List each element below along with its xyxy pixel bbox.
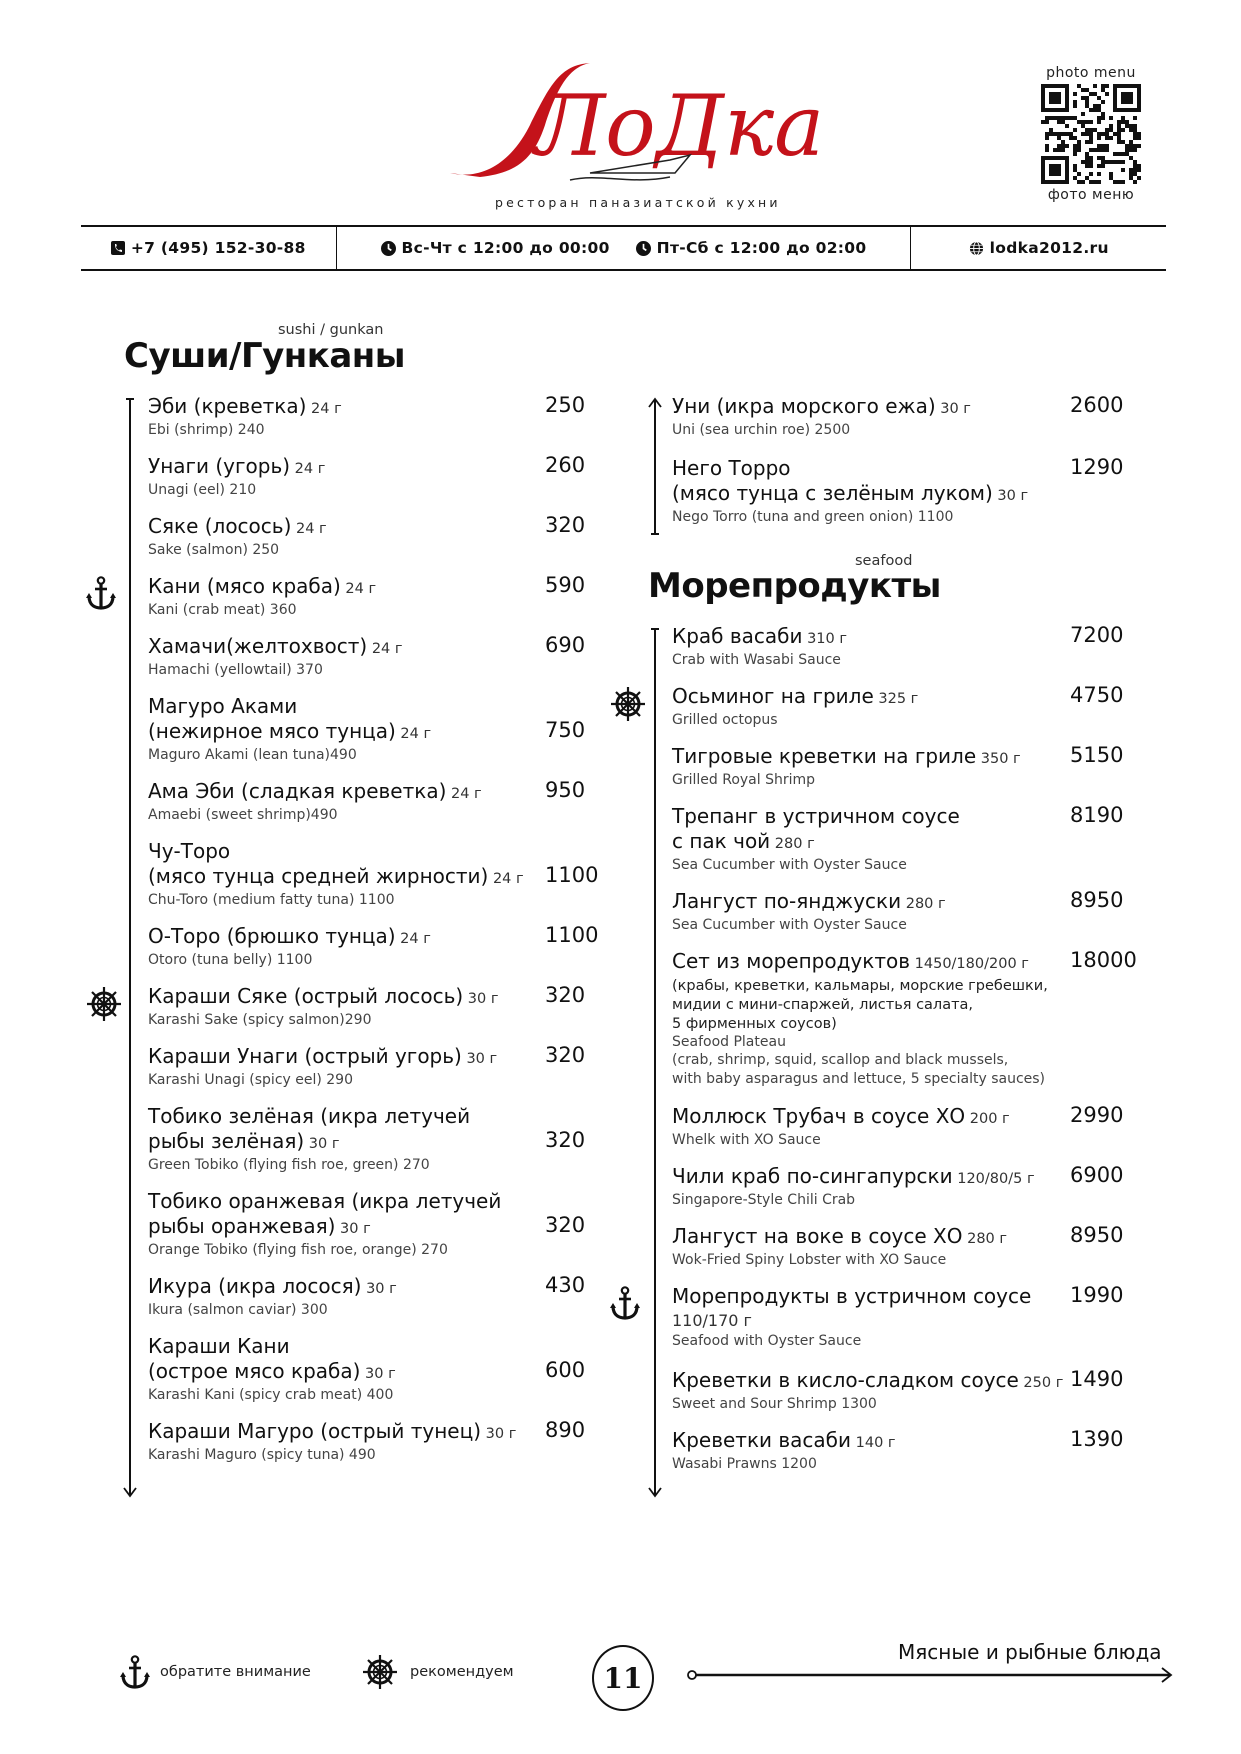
item-name: Лангуст по-янджуски 280 г — [672, 889, 946, 913]
item-name-en: Sake (salmon) 250 — [148, 542, 280, 558]
item-weight: 24 г — [340, 581, 377, 597]
item-price: 7200 — [1070, 623, 1124, 647]
item-price: 1290 — [1070, 455, 1124, 479]
menu-item[interactable] — [672, 1224, 1007, 1269]
item-price: 1490 — [1070, 1367, 1124, 1391]
item-name-en: Chu-Toro (medium fatty tuna) 1100 — [148, 892, 395, 908]
item-price: 2600 — [1070, 393, 1124, 417]
menu-item[interactable] — [148, 779, 482, 824]
item-name: Кани (мясо краба) 24 г — [148, 574, 377, 598]
menu-item[interactable] — [672, 949, 1048, 1089]
item-weight: 140 г — [851, 1435, 896, 1451]
item-name: Морепродукты в устричном соусе — [672, 1284, 1032, 1308]
clock-icon — [636, 241, 651, 256]
menu-item[interactable] — [672, 744, 1021, 789]
item-weight: 30 г — [481, 1426, 517, 1442]
item-name-en: Ebi (shrimp) 240 — [148, 422, 265, 438]
item-weight: 120/80/5 г — [952, 1171, 1035, 1187]
legend-helm-label: рекомендуем — [410, 1664, 514, 1680]
item-weight: 310 г — [802, 631, 847, 647]
menu-item[interactable] — [148, 1189, 501, 1259]
helm-icon — [362, 1653, 398, 1691]
item-weight: 1450/180/200 г — [910, 956, 1029, 972]
item-price: 690 — [545, 633, 586, 657]
item-name: Икура (икра лосося) 30 г — [148, 1274, 397, 1298]
menu-item[interactable] — [672, 456, 1028, 526]
hours-weekend: Пт-Сб с 12:00 до 02:00 — [656, 239, 867, 257]
item-weight: 24 г — [395, 931, 431, 947]
item-weight: 24 г — [291, 521, 327, 537]
item-name-en: Kani (crab meat) 360 — [148, 602, 297, 618]
logo-text: ЛоДка — [535, 77, 825, 175]
qr-code-icon[interactable] — [1041, 84, 1141, 184]
item-name-en: Unagi (eel) 210 — [148, 482, 257, 498]
item-name: Караши Кани — [148, 1334, 290, 1358]
item-weight: 30 г — [935, 401, 971, 417]
item-name: Караши Сяке (острый лосось) 30 г — [148, 984, 499, 1008]
legend-anchor-label: обратите внимание — [160, 1664, 311, 1680]
item-name-en: Wok-Fried Spiny Lobster with XO Sauce — [672, 1252, 947, 1268]
item-name: рыбы оранжевая) 30 г — [148, 1214, 371, 1238]
menu-item[interactable] — [672, 1164, 1035, 1209]
item-price: 260 — [545, 453, 586, 477]
phone-number[interactable]: +7 (495) 152-30-88 — [130, 239, 306, 257]
item-name: Краб васаби 310 г — [672, 624, 847, 648]
item-price: 2990 — [1070, 1103, 1124, 1127]
item-weight: 30 г — [461, 1051, 498, 1067]
item-name-en: Crab with Wasabi Sauce — [672, 652, 841, 668]
item-name-en: Grilled octopus — [672, 712, 778, 728]
menu-item[interactable] — [148, 984, 498, 1029]
helm-icon — [86, 986, 122, 1022]
item-name: Хамачи(желтохвост) 24 г — [148, 634, 403, 658]
menu-item[interactable] — [148, 924, 431, 969]
item-description-ru: (крабы, креветки, кальмары, морские гребешки, — [672, 978, 1048, 994]
hours-cell — [336, 227, 911, 269]
item-name: Моллюск Трубач в соусе ХО 200 г — [672, 1104, 1010, 1128]
item-price: 1100 — [545, 863, 599, 887]
menu-item[interactable] — [148, 514, 327, 559]
item-description-ru: мидии с мини-спаржей, листья салата, — [672, 997, 974, 1013]
item-price: 320 — [545, 1043, 586, 1067]
item-price: 8950 — [1070, 1223, 1124, 1247]
item-price: 1390 — [1070, 1427, 1124, 1451]
item-weight: 200 г — [965, 1111, 1010, 1127]
item-name-en: Sweet and Sour Shrimp 1300 — [672, 1396, 877, 1412]
item-name-en: Karashi Unagi (spicy eel) 290 — [148, 1072, 353, 1088]
item-name: Сяке (лосось) 24 г — [148, 514, 327, 538]
item-description-en: with baby asparagus and lettuce, 5 specialty sauces) — [672, 1071, 1046, 1087]
qr-block[interactable] — [1036, 65, 1146, 203]
menu-item[interactable] — [148, 634, 403, 679]
item-name: Караши Магуро (острый тунец) 30 г — [148, 1419, 517, 1443]
seafood-title: Морепродукты — [648, 566, 941, 606]
item-weight: 30 г — [335, 1221, 371, 1237]
continuation-line — [647, 628, 663, 1500]
phone-cell[interactable] — [81, 227, 336, 269]
menu-item[interactable] — [148, 394, 342, 439]
item-name: Креветки в кисло-сладком соусе 250 г — [672, 1368, 1064, 1392]
item-name: Осьминог на гриле 325 г — [672, 684, 919, 708]
item-price: 430 — [545, 1273, 586, 1297]
contact-bar — [81, 225, 1166, 271]
item-name: рыбы зелёная) 30 г — [148, 1129, 340, 1153]
item-name: Чу-Торо — [148, 839, 231, 863]
item-description-ru: 5 фирменных соусов) — [672, 1016, 837, 1032]
item-price: 600 — [545, 1358, 586, 1382]
item-weight: 24 г — [395, 726, 432, 742]
item-name: с пак чой 280 г — [672, 829, 815, 853]
item-name: Тобико оранжевая (икра летучей — [148, 1189, 502, 1213]
item-name-en: Sea Cucumber with Oyster Sauce — [672, 857, 907, 873]
item-name: Него Торро — [672, 456, 791, 480]
item-weight: 250 г — [1018, 1375, 1064, 1391]
item-weight: 280 г — [962, 1231, 1008, 1247]
item-name: Креветки васаби 140 г — [672, 1428, 896, 1452]
item-name: Караши Унаги (острый угорь) 30 г — [148, 1044, 498, 1068]
item-name: Лангуст на воке в соусе ХО 280 г — [672, 1224, 1008, 1248]
item-price: 250 — [545, 393, 586, 417]
qr-label-ru: фото меню — [1047, 187, 1135, 203]
item-name-en: Ikura (salmon caviar) 300 — [148, 1302, 328, 1318]
anchor-icon — [120, 1655, 150, 1689]
menu-item[interactable] — [148, 1334, 396, 1404]
menu-item[interactable] — [672, 889, 946, 934]
item-name-en: Grilled Royal Shrimp — [672, 772, 816, 788]
continuation-line — [122, 398, 138, 1500]
legend-anchor — [120, 1655, 311, 1689]
item-weight: 30 г — [463, 991, 499, 1007]
item-name: Трепанг в устричном соусе — [672, 804, 960, 828]
item-weight: 350 г — [976, 751, 1021, 767]
menu-item[interactable] — [672, 1104, 1010, 1149]
item-price: 6900 — [1070, 1163, 1124, 1187]
menu-item[interactable] — [672, 1368, 1063, 1413]
item-name-en: Wasabi Prawns 1200 — [672, 1456, 817, 1472]
logo-tagline: ресторан паназиатской кухни — [495, 195, 781, 210]
phone-icon — [111, 241, 125, 255]
menu-item[interactable] — [148, 454, 325, 499]
item-name: (нежирное мясо тунца) 24 г — [148, 719, 432, 743]
menu-item[interactable] — [148, 1044, 497, 1089]
item-price: 8950 — [1070, 888, 1124, 912]
continuation-line — [647, 398, 663, 538]
item-name-en: Seafood with Oyster Sauce — [672, 1333, 862, 1349]
item-name: (острое мясо краба) 30 г — [148, 1359, 396, 1383]
item-name: Тигровые креветки на гриле 350 г — [672, 744, 1021, 768]
item-price: 750 — [545, 718, 586, 742]
item-name: Магуро Аками — [148, 694, 298, 718]
item-weight: 24 г — [367, 641, 403, 657]
globe-icon — [969, 241, 984, 256]
item-name-en: Nego Torro (tuna and green onion) 1100 — [672, 509, 954, 525]
seafood-subtitle: seafood — [855, 553, 913, 569]
item-price: 5150 — [1070, 743, 1124, 767]
item-weight: 110/170 г — [672, 1311, 752, 1330]
next-section-arrow[interactable] — [686, 1667, 1176, 1683]
item-weight: 24 г — [290, 461, 326, 477]
menu-item[interactable] — [672, 1428, 896, 1473]
menu-item[interactable] — [148, 694, 431, 764]
item-name-en: Orange Tobiko (flying fish roe, orange) 270 — [148, 1242, 448, 1258]
item-price: 1990 — [1070, 1283, 1124, 1307]
sushi-subtitle: sushi / gunkan — [278, 322, 384, 338]
website-link[interactable]: lodka2012.ru — [989, 239, 1109, 257]
menu-item[interactable] — [672, 624, 847, 669]
item-name: (мясо тунца средней жирности) 24 г — [148, 864, 524, 888]
item-name: Уни (икра морского ежа) 30 г — [672, 394, 971, 418]
item-weight: 30 г — [360, 1366, 396, 1382]
logo-wordmark — [440, 55, 825, 190]
menu-item[interactable] — [148, 1419, 516, 1464]
item-name-en: Karashi Kani (spicy crab meat) 400 — [148, 1387, 394, 1403]
item-name-en: Uni (sea urchin roe) 2500 — [672, 422, 851, 438]
item-weight: 30 г — [992, 488, 1029, 504]
item-price: 8190 — [1070, 803, 1124, 827]
item-price: 18000 — [1070, 948, 1137, 972]
item-price: 320 — [545, 1213, 586, 1237]
item-weight: 280 г — [901, 896, 946, 912]
item-name: Сет из морепродуктов 1450/180/200 г — [672, 949, 1029, 973]
clock-icon — [381, 241, 396, 256]
item-name: Тобико зелёная (икра летучей — [148, 1104, 471, 1128]
item-name-en: Otoro (tuna belly) 1100 — [148, 952, 313, 968]
menu-item[interactable] — [672, 684, 918, 729]
item-name-en: Amaebi (sweet shrimp)490 — [148, 807, 338, 823]
item-name-en: Whelk with XO Sauce — [672, 1132, 821, 1148]
menu-item[interactable] — [148, 574, 376, 619]
menu-item[interactable] — [672, 804, 960, 874]
sushi-title: Суши/Гунканы — [124, 336, 406, 376]
item-weight: 24 г — [488, 871, 524, 887]
item-name-en: Singapore-Style Chili Crab — [672, 1192, 856, 1208]
item-name-en: Sea Cucumber with Oyster Sauce — [672, 917, 907, 933]
qr-label-en: photo menu — [1046, 65, 1136, 81]
item-name-en: Green Tobiko (flying fish roe, green) 270 — [148, 1157, 430, 1173]
item-price: 320 — [545, 1128, 586, 1152]
menu-item[interactable] — [148, 1274, 397, 1319]
item-price: 4750 — [1070, 683, 1124, 707]
item-name: О-Торо (брюшко тунца) 24 г — [148, 924, 431, 948]
item-price: 590 — [545, 573, 586, 597]
item-weight: 30 г — [361, 1281, 397, 1297]
anchor-icon — [86, 576, 116, 610]
next-section-label[interactable]: Мясные и рыбные блюда — [898, 1640, 1162, 1664]
menu-item[interactable] — [148, 1104, 470, 1174]
item-name: Унаги (угорь) 24 г — [148, 454, 326, 478]
item-price: 950 — [545, 778, 586, 802]
item-name: (мясо тунца с зелёным луком) 30 г — [672, 481, 1029, 505]
item-name-en: Karashi Maguro (spicy tuna) 490 — [148, 1447, 376, 1463]
page-number: 11 — [592, 1645, 654, 1711]
item-name-en: Karashi Sake (spicy salmon)290 — [148, 1012, 372, 1028]
website-cell[interactable] — [910, 227, 1166, 269]
item-weight: 30 г — [304, 1136, 340, 1152]
helm-icon — [610, 686, 646, 722]
item-weight: 280 г — [770, 836, 815, 852]
item-name: Эби (креветка) 24 г — [148, 394, 342, 418]
restaurant-logo — [440, 55, 825, 215]
item-name-en: Hamachi (yellowtail) 370 — [148, 662, 323, 678]
legend-helm — [362, 1653, 514, 1691]
item-weight: 24 г — [446, 786, 482, 802]
item-weight: 325 г — [873, 691, 919, 707]
item-name-en: Seafood Plateau — [672, 1034, 786, 1050]
menu-item[interactable] — [672, 394, 971, 439]
item-price: 320 — [545, 513, 586, 537]
menu-item[interactable] — [148, 839, 524, 909]
item-price: 1100 — [545, 923, 599, 947]
item-description-en: (crab, shrimp, squid, scallop and black mussels, — [672, 1052, 1009, 1068]
anchor-icon — [610, 1286, 640, 1320]
item-name-en: Maguro Akami (lean tuna)490 — [148, 747, 357, 763]
item-price: 320 — [545, 983, 586, 1007]
menu-item[interactable] — [672, 1284, 1031, 1350]
item-name: Чили краб по-сингапурски 120/80/5 г — [672, 1164, 1035, 1188]
item-price: 890 — [545, 1418, 586, 1442]
hours-weekday: Вс-Чт с 12:00 до 00:00 — [401, 239, 610, 257]
item-weight: 24 г — [306, 401, 342, 417]
item-name: Ама Эби (сладкая креветка) 24 г — [148, 779, 482, 803]
